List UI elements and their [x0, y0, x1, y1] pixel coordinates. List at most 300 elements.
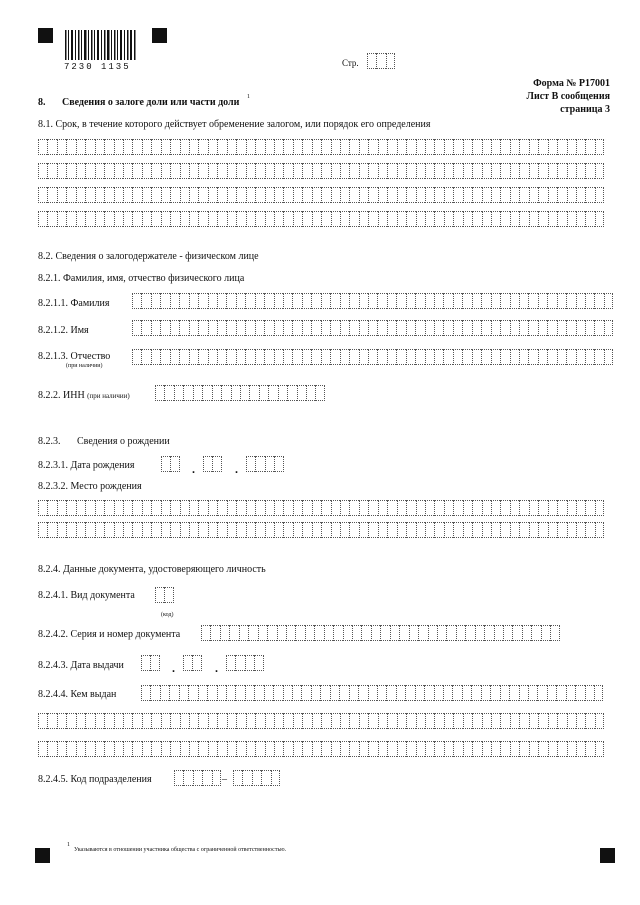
- entry-cell[interactable]: [293, 163, 302, 179]
- entry-cell[interactable]: [104, 500, 113, 516]
- entry-cell[interactable]: [267, 625, 276, 641]
- entry-cell[interactable]: [245, 320, 254, 336]
- entry-cell[interactable]: [472, 211, 481, 227]
- entry-cell[interactable]: [66, 741, 75, 757]
- entry-cell[interactable]: [371, 625, 380, 641]
- entry-cell[interactable]: [595, 187, 604, 203]
- entry-cell[interactable]: [463, 187, 472, 203]
- entry-cell[interactable]: [509, 685, 518, 701]
- entry-cell[interactable]: [170, 293, 179, 309]
- entry-cell[interactable]: [409, 625, 418, 641]
- entry-cell[interactable]: [189, 211, 198, 227]
- entry-cell[interactable]: [434, 713, 443, 729]
- entry-cell[interactable]: [170, 741, 179, 757]
- entry-cell[interactable]: [189, 293, 198, 309]
- entry-cell[interactable]: [302, 187, 311, 203]
- entry-cell[interactable]: [494, 625, 503, 641]
- entry-cell[interactable]: [529, 713, 538, 729]
- entry-cell[interactable]: [236, 522, 245, 538]
- entry-cell[interactable]: [321, 741, 330, 757]
- entry-cell[interactable]: [293, 500, 302, 516]
- entry-cell[interactable]: [283, 211, 292, 227]
- entry-cell[interactable]: [123, 163, 132, 179]
- entry-cell[interactable]: [151, 349, 160, 365]
- entry-cell[interactable]: [293, 187, 302, 203]
- entry-cell[interactable]: [302, 320, 311, 336]
- entry-cell[interactable]: [246, 187, 255, 203]
- entry-cell[interactable]: [132, 163, 141, 179]
- entry-cell[interactable]: [57, 187, 66, 203]
- entry-cell[interactable]: [76, 187, 85, 203]
- entry-cell[interactable]: [85, 741, 94, 757]
- entry-cell[interactable]: [453, 320, 462, 336]
- entry-cell[interactable]: [519, 211, 528, 227]
- entry-cell[interactable]: [491, 293, 500, 309]
- entry-cell[interactable]: [547, 349, 556, 365]
- entry-cell[interactable]: [227, 139, 236, 155]
- entry-cell[interactable]: [123, 500, 132, 516]
- entry-cell[interactable]: [76, 163, 85, 179]
- entry-cell[interactable]: [519, 685, 528, 701]
- entry-cell[interactable]: [38, 211, 47, 227]
- entry-cell[interactable]: [444, 211, 453, 227]
- entry-cell[interactable]: [349, 500, 358, 516]
- entry-cell[interactable]: [170, 456, 179, 472]
- entry-cell[interactable]: [538, 713, 547, 729]
- entry-cell[interactable]: [522, 625, 531, 641]
- entry-cell[interactable]: [396, 293, 405, 309]
- entry-cell[interactable]: [142, 211, 151, 227]
- entry-cell[interactable]: [235, 685, 244, 701]
- entry-cell[interactable]: [576, 139, 585, 155]
- entry-cell[interactable]: [57, 500, 66, 516]
- entry-cell[interactable]: [359, 522, 368, 538]
- entry-cell[interactable]: [387, 163, 396, 179]
- entry-cell[interactable]: [217, 211, 226, 227]
- entry-cell[interactable]: [482, 163, 491, 179]
- entry-cell[interactable]: [406, 211, 415, 227]
- entry-cell[interactable]: [305, 625, 314, 641]
- entry-cell[interactable]: [331, 500, 340, 516]
- entry-cell[interactable]: [66, 500, 75, 516]
- entry-cell[interactable]: [142, 713, 151, 729]
- entry-cell[interactable]: [557, 741, 566, 757]
- entry-cell[interactable]: [566, 685, 575, 701]
- entry-cell[interactable]: [76, 500, 85, 516]
- entry-cell[interactable]: [340, 522, 349, 538]
- entry-cell[interactable]: [104, 211, 113, 227]
- entry-cell[interactable]: [585, 293, 594, 309]
- entry-cell[interactable]: [415, 320, 424, 336]
- entry-cell[interactable]: [529, 139, 538, 155]
- entry-cell[interactable]: [248, 625, 257, 641]
- entry-cell[interactable]: [132, 349, 141, 365]
- entry-cell[interactable]: [132, 187, 141, 203]
- entry-cell[interactable]: [463, 211, 472, 227]
- term-line-3[interactable]: [38, 187, 604, 203]
- entry-cell[interactable]: [198, 320, 207, 336]
- entry-cell[interactable]: [170, 211, 179, 227]
- entry-cell[interactable]: [538, 741, 547, 757]
- entry-cell[interactable]: [151, 522, 160, 538]
- entry-cell[interactable]: [236, 187, 245, 203]
- entry-cell[interactable]: [425, 163, 434, 179]
- entry-cell[interactable]: [85, 522, 94, 538]
- entry-cell[interactable]: [434, 500, 443, 516]
- entry-cell[interactable]: [425, 320, 434, 336]
- entry-cell[interactable]: [240, 385, 249, 401]
- entry-cell[interactable]: [529, 500, 538, 516]
- entry-cell[interactable]: [359, 320, 368, 336]
- entry-cell[interactable]: [193, 770, 202, 786]
- entry-cell[interactable]: [482, 187, 491, 203]
- entry-cell[interactable]: [38, 163, 47, 179]
- entry-cell[interactable]: [585, 163, 594, 179]
- entry-cell[interactable]: [179, 293, 188, 309]
- entry-cell[interactable]: [425, 211, 434, 227]
- entry-cell[interactable]: [529, 522, 538, 538]
- entry-cell[interactable]: [193, 385, 202, 401]
- entry-cell[interactable]: [161, 139, 170, 155]
- entry-cell[interactable]: [261, 770, 270, 786]
- entry-cell[interactable]: [557, 522, 566, 538]
- entry-cell[interactable]: [399, 625, 408, 641]
- entry-cell[interactable]: [519, 349, 528, 365]
- entry-cell[interactable]: [397, 211, 406, 227]
- entry-cell[interactable]: [242, 770, 251, 786]
- entry-cell[interactable]: [169, 685, 178, 701]
- entry-cell[interactable]: [548, 741, 557, 757]
- entry-cell[interactable]: [491, 713, 500, 729]
- entry-cell[interactable]: [472, 500, 481, 516]
- entry-cell[interactable]: [331, 522, 340, 538]
- entry-cell[interactable]: [453, 211, 462, 227]
- entry-cell[interactable]: [595, 713, 604, 729]
- entry-cell[interactable]: [66, 522, 75, 538]
- entry-cell[interactable]: [198, 685, 207, 701]
- entry-cell[interactable]: [500, 163, 509, 179]
- entry-cell[interactable]: [321, 522, 330, 538]
- entry-cell[interactable]: [406, 139, 415, 155]
- entry-cell[interactable]: [246, 211, 255, 227]
- entry-cell[interactable]: [567, 187, 576, 203]
- entry-cell[interactable]: [246, 713, 255, 729]
- entry-cell[interactable]: [330, 293, 339, 309]
- entry-cell[interactable]: [576, 349, 585, 365]
- entry-cell[interactable]: [265, 741, 274, 757]
- entry-cell[interactable]: [255, 211, 264, 227]
- entry-cell[interactable]: [170, 320, 179, 336]
- entry-cell[interactable]: [548, 713, 557, 729]
- entry-cell[interactable]: [265, 163, 274, 179]
- entry-cell[interactable]: [585, 349, 594, 365]
- entry-cell[interactable]: [349, 163, 358, 179]
- entry-cell[interactable]: [132, 522, 141, 538]
- entry-cell[interactable]: [208, 741, 217, 757]
- entry-cell[interactable]: [217, 522, 226, 538]
- entry-cell[interactable]: [491, 211, 500, 227]
- entry-cell[interactable]: [208, 293, 217, 309]
- entry-cell[interactable]: [255, 293, 264, 309]
- entry-cell[interactable]: [311, 349, 320, 365]
- entry-cell[interactable]: [548, 500, 557, 516]
- entry-cell[interactable]: [349, 685, 358, 701]
- entry-cell[interactable]: [359, 713, 368, 729]
- entry-cell[interactable]: [528, 349, 537, 365]
- entry-cell[interactable]: [463, 741, 472, 757]
- entry-cell[interactable]: [123, 741, 132, 757]
- entry-cell[interactable]: [510, 320, 519, 336]
- entry-cell[interactable]: [368, 685, 377, 701]
- entry-cell[interactable]: [236, 713, 245, 729]
- birth-year-cells[interactable]: [246, 456, 284, 472]
- entry-cell[interactable]: [416, 139, 425, 155]
- entry-cell[interactable]: [585, 522, 594, 538]
- entry-cell[interactable]: [104, 522, 113, 538]
- entry-cell[interactable]: [311, 685, 320, 701]
- entry-cell[interactable]: [170, 349, 179, 365]
- term-line-1[interactable]: [38, 139, 604, 155]
- entry-cell[interactable]: [490, 685, 499, 701]
- entry-cell[interactable]: [274, 139, 283, 155]
- entry-cell[interactable]: [277, 625, 286, 641]
- entry-cell[interactable]: [321, 293, 330, 309]
- entry-cell[interactable]: [217, 187, 226, 203]
- entry-cell[interactable]: [463, 713, 472, 729]
- entry-cell[interactable]: [85, 500, 94, 516]
- entry-cell[interactable]: [472, 139, 481, 155]
- entry-cell[interactable]: [519, 187, 528, 203]
- entry-cell[interactable]: [566, 349, 575, 365]
- entry-cell[interactable]: [312, 713, 321, 729]
- entry-cell[interactable]: [368, 187, 377, 203]
- birth-place-line-2[interactable]: [38, 522, 604, 538]
- entry-cell[interactable]: [321, 139, 330, 155]
- entry-cell[interactable]: [500, 522, 509, 538]
- entry-cell[interactable]: [321, 187, 330, 203]
- entry-cell[interactable]: [38, 500, 47, 516]
- entry-cell[interactable]: [189, 500, 198, 516]
- entry-cell[interactable]: [132, 293, 141, 309]
- entry-cell[interactable]: [189, 741, 198, 757]
- division-code-part-1[interactable]: [174, 770, 221, 786]
- entry-cell[interactable]: [359, 163, 368, 179]
- entry-cell[interactable]: [221, 385, 230, 401]
- entry-cell[interactable]: [202, 385, 211, 401]
- entry-cell[interactable]: [463, 139, 472, 155]
- entry-cell[interactable]: [161, 741, 170, 757]
- entry-cell[interactable]: [212, 385, 221, 401]
- entry-cell[interactable]: [340, 211, 349, 227]
- entry-cell[interactable]: [585, 500, 594, 516]
- entry-cell[interactable]: [500, 713, 509, 729]
- entry-cell[interactable]: [594, 685, 603, 701]
- entry-cell[interactable]: [255, 713, 264, 729]
- entry-cell[interactable]: [245, 685, 254, 701]
- entry-cell[interactable]: [202, 770, 211, 786]
- entry-cell[interactable]: [340, 187, 349, 203]
- entry-cell[interactable]: [312, 741, 321, 757]
- entry-cell[interactable]: [557, 187, 566, 203]
- entry-cell[interactable]: [340, 293, 349, 309]
- entry-cell[interactable]: [425, 522, 434, 538]
- entry-cell[interactable]: [312, 211, 321, 227]
- entry-cell[interactable]: [315, 385, 324, 401]
- entry-cell[interactable]: [114, 139, 123, 155]
- entry-cell[interactable]: [349, 713, 358, 729]
- entry-cell[interactable]: [434, 320, 443, 336]
- entry-cell[interactable]: [245, 349, 254, 365]
- entry-cell[interactable]: [333, 625, 342, 641]
- doc-number-cells[interactable]: [201, 625, 560, 641]
- entry-cell[interactable]: [519, 163, 528, 179]
- entry-cell[interactable]: [510, 211, 519, 227]
- entry-cell[interactable]: [255, 456, 264, 472]
- entry-cell[interactable]: [529, 163, 538, 179]
- entry-cell[interactable]: [330, 685, 339, 701]
- entry-cell[interactable]: [47, 139, 56, 155]
- entry-cell[interactable]: [217, 139, 226, 155]
- entry-cell[interactable]: [274, 187, 283, 203]
- entry-cell[interactable]: [264, 293, 273, 309]
- entry-cell[interactable]: [434, 522, 443, 538]
- entry-cell[interactable]: [349, 741, 358, 757]
- entry-cell[interactable]: [481, 320, 490, 336]
- entry-cell[interactable]: [236, 320, 245, 336]
- entry-cell[interactable]: [340, 713, 349, 729]
- entry-cell[interactable]: [482, 522, 491, 538]
- entry-cell[interactable]: [95, 522, 104, 538]
- entry-cell[interactable]: [274, 522, 283, 538]
- entry-cell[interactable]: [66, 163, 75, 179]
- entry-cell[interactable]: [160, 293, 169, 309]
- entry-cell[interactable]: [331, 163, 340, 179]
- entry-cell[interactable]: [66, 139, 75, 155]
- entry-cell[interactable]: [368, 522, 377, 538]
- entry-cell[interactable]: [406, 293, 415, 309]
- issued-by-line-3[interactable]: [38, 741, 604, 757]
- entry-cell[interactable]: [444, 187, 453, 203]
- entry-cell[interactable]: [548, 522, 557, 538]
- entry-cell[interactable]: [132, 211, 141, 227]
- entry-cell[interactable]: [359, 500, 368, 516]
- entry-cell[interactable]: [312, 139, 321, 155]
- entry-cell[interactable]: [104, 139, 113, 155]
- entry-cell[interactable]: [519, 139, 528, 155]
- entry-cell[interactable]: [170, 187, 179, 203]
- entry-cell[interactable]: [528, 293, 537, 309]
- entry-cell[interactable]: [456, 625, 465, 641]
- entry-cell[interactable]: [274, 293, 283, 309]
- entry-cell[interactable]: [132, 713, 141, 729]
- entry-cell[interactable]: [397, 500, 406, 516]
- entry-cell[interactable]: [482, 741, 491, 757]
- entry-cell[interactable]: [387, 293, 396, 309]
- entry-cell[interactable]: [95, 500, 104, 516]
- entry-cell[interactable]: [462, 320, 471, 336]
- entry-cell[interactable]: [189, 713, 198, 729]
- entry-cell[interactable]: [292, 293, 301, 309]
- entry-cell[interactable]: [293, 139, 302, 155]
- entry-cell[interactable]: [595, 211, 604, 227]
- entry-cell[interactable]: [198, 139, 207, 155]
- entry-cell[interactable]: [482, 139, 491, 155]
- entry-cell[interactable]: [155, 587, 164, 603]
- entry-cell[interactable]: [406, 522, 415, 538]
- entry-cell[interactable]: [538, 139, 547, 155]
- entry-cell[interactable]: [368, 320, 377, 336]
- entry-cell[interactable]: [585, 320, 594, 336]
- entry-cell[interactable]: [557, 349, 566, 365]
- entry-cell[interactable]: [268, 385, 277, 401]
- entry-cell[interactable]: [47, 522, 56, 538]
- entry-cell[interactable]: [255, 522, 264, 538]
- entry-cell[interactable]: [528, 685, 537, 701]
- entry-cell[interactable]: [198, 741, 207, 757]
- entry-cell[interactable]: [302, 293, 311, 309]
- entry-cell[interactable]: [567, 522, 576, 538]
- entry-cell[interactable]: [170, 139, 179, 155]
- entry-cell[interactable]: [406, 320, 415, 336]
- entry-cell[interactable]: [132, 500, 141, 516]
- entry-cell[interactable]: [321, 500, 330, 516]
- birth-place-line-1[interactable]: [38, 500, 604, 516]
- entry-cell[interactable]: [273, 685, 282, 701]
- entry-cell[interactable]: [482, 713, 491, 729]
- entry-cell[interactable]: [406, 713, 415, 729]
- entry-cell[interactable]: [57, 522, 66, 538]
- entry-cell[interactable]: [594, 293, 603, 309]
- entry-cell[interactable]: [585, 211, 594, 227]
- entry-cell[interactable]: [180, 163, 189, 179]
- entry-cell[interactable]: [264, 349, 273, 365]
- entry-cell[interactable]: [425, 741, 434, 757]
- entry-cell[interactable]: [302, 163, 311, 179]
- entry-cell[interactable]: [567, 163, 576, 179]
- entry-cell[interactable]: [376, 53, 385, 69]
- entry-cell[interactable]: [340, 139, 349, 155]
- entry-cell[interactable]: [462, 685, 471, 701]
- entry-cell[interactable]: [226, 349, 235, 365]
- entry-cell[interactable]: [368, 741, 377, 757]
- entry-cell[interactable]: [418, 625, 427, 641]
- entry-cell[interactable]: [311, 293, 320, 309]
- entry-cell[interactable]: [491, 500, 500, 516]
- entry-cell[interactable]: [254, 685, 263, 701]
- entry-cell[interactable]: [114, 741, 123, 757]
- entry-cell[interactable]: [397, 741, 406, 757]
- entry-cell[interactable]: [38, 741, 47, 757]
- entry-cell[interactable]: [446, 625, 455, 641]
- entry-cell[interactable]: [114, 211, 123, 227]
- birth-month-cells[interactable]: [203, 456, 222, 472]
- entry-cell[interactable]: [306, 385, 315, 401]
- entry-cell[interactable]: [293, 211, 302, 227]
- entry-cell[interactable]: [189, 163, 198, 179]
- entry-cell[interactable]: [358, 685, 367, 701]
- entry-cell[interactable]: [198, 293, 207, 309]
- entry-cell[interactable]: [283, 139, 292, 155]
- entry-cell[interactable]: [245, 293, 254, 309]
- entry-cell[interactable]: [415, 685, 424, 701]
- entry-cell[interactable]: [312, 522, 321, 538]
- entry-cell[interactable]: [340, 320, 349, 336]
- entry-cell[interactable]: [38, 713, 47, 729]
- entry-cell[interactable]: [491, 163, 500, 179]
- entry-cell[interactable]: [557, 293, 566, 309]
- entry-cell[interactable]: [500, 293, 509, 309]
- entry-cell[interactable]: [95, 713, 104, 729]
